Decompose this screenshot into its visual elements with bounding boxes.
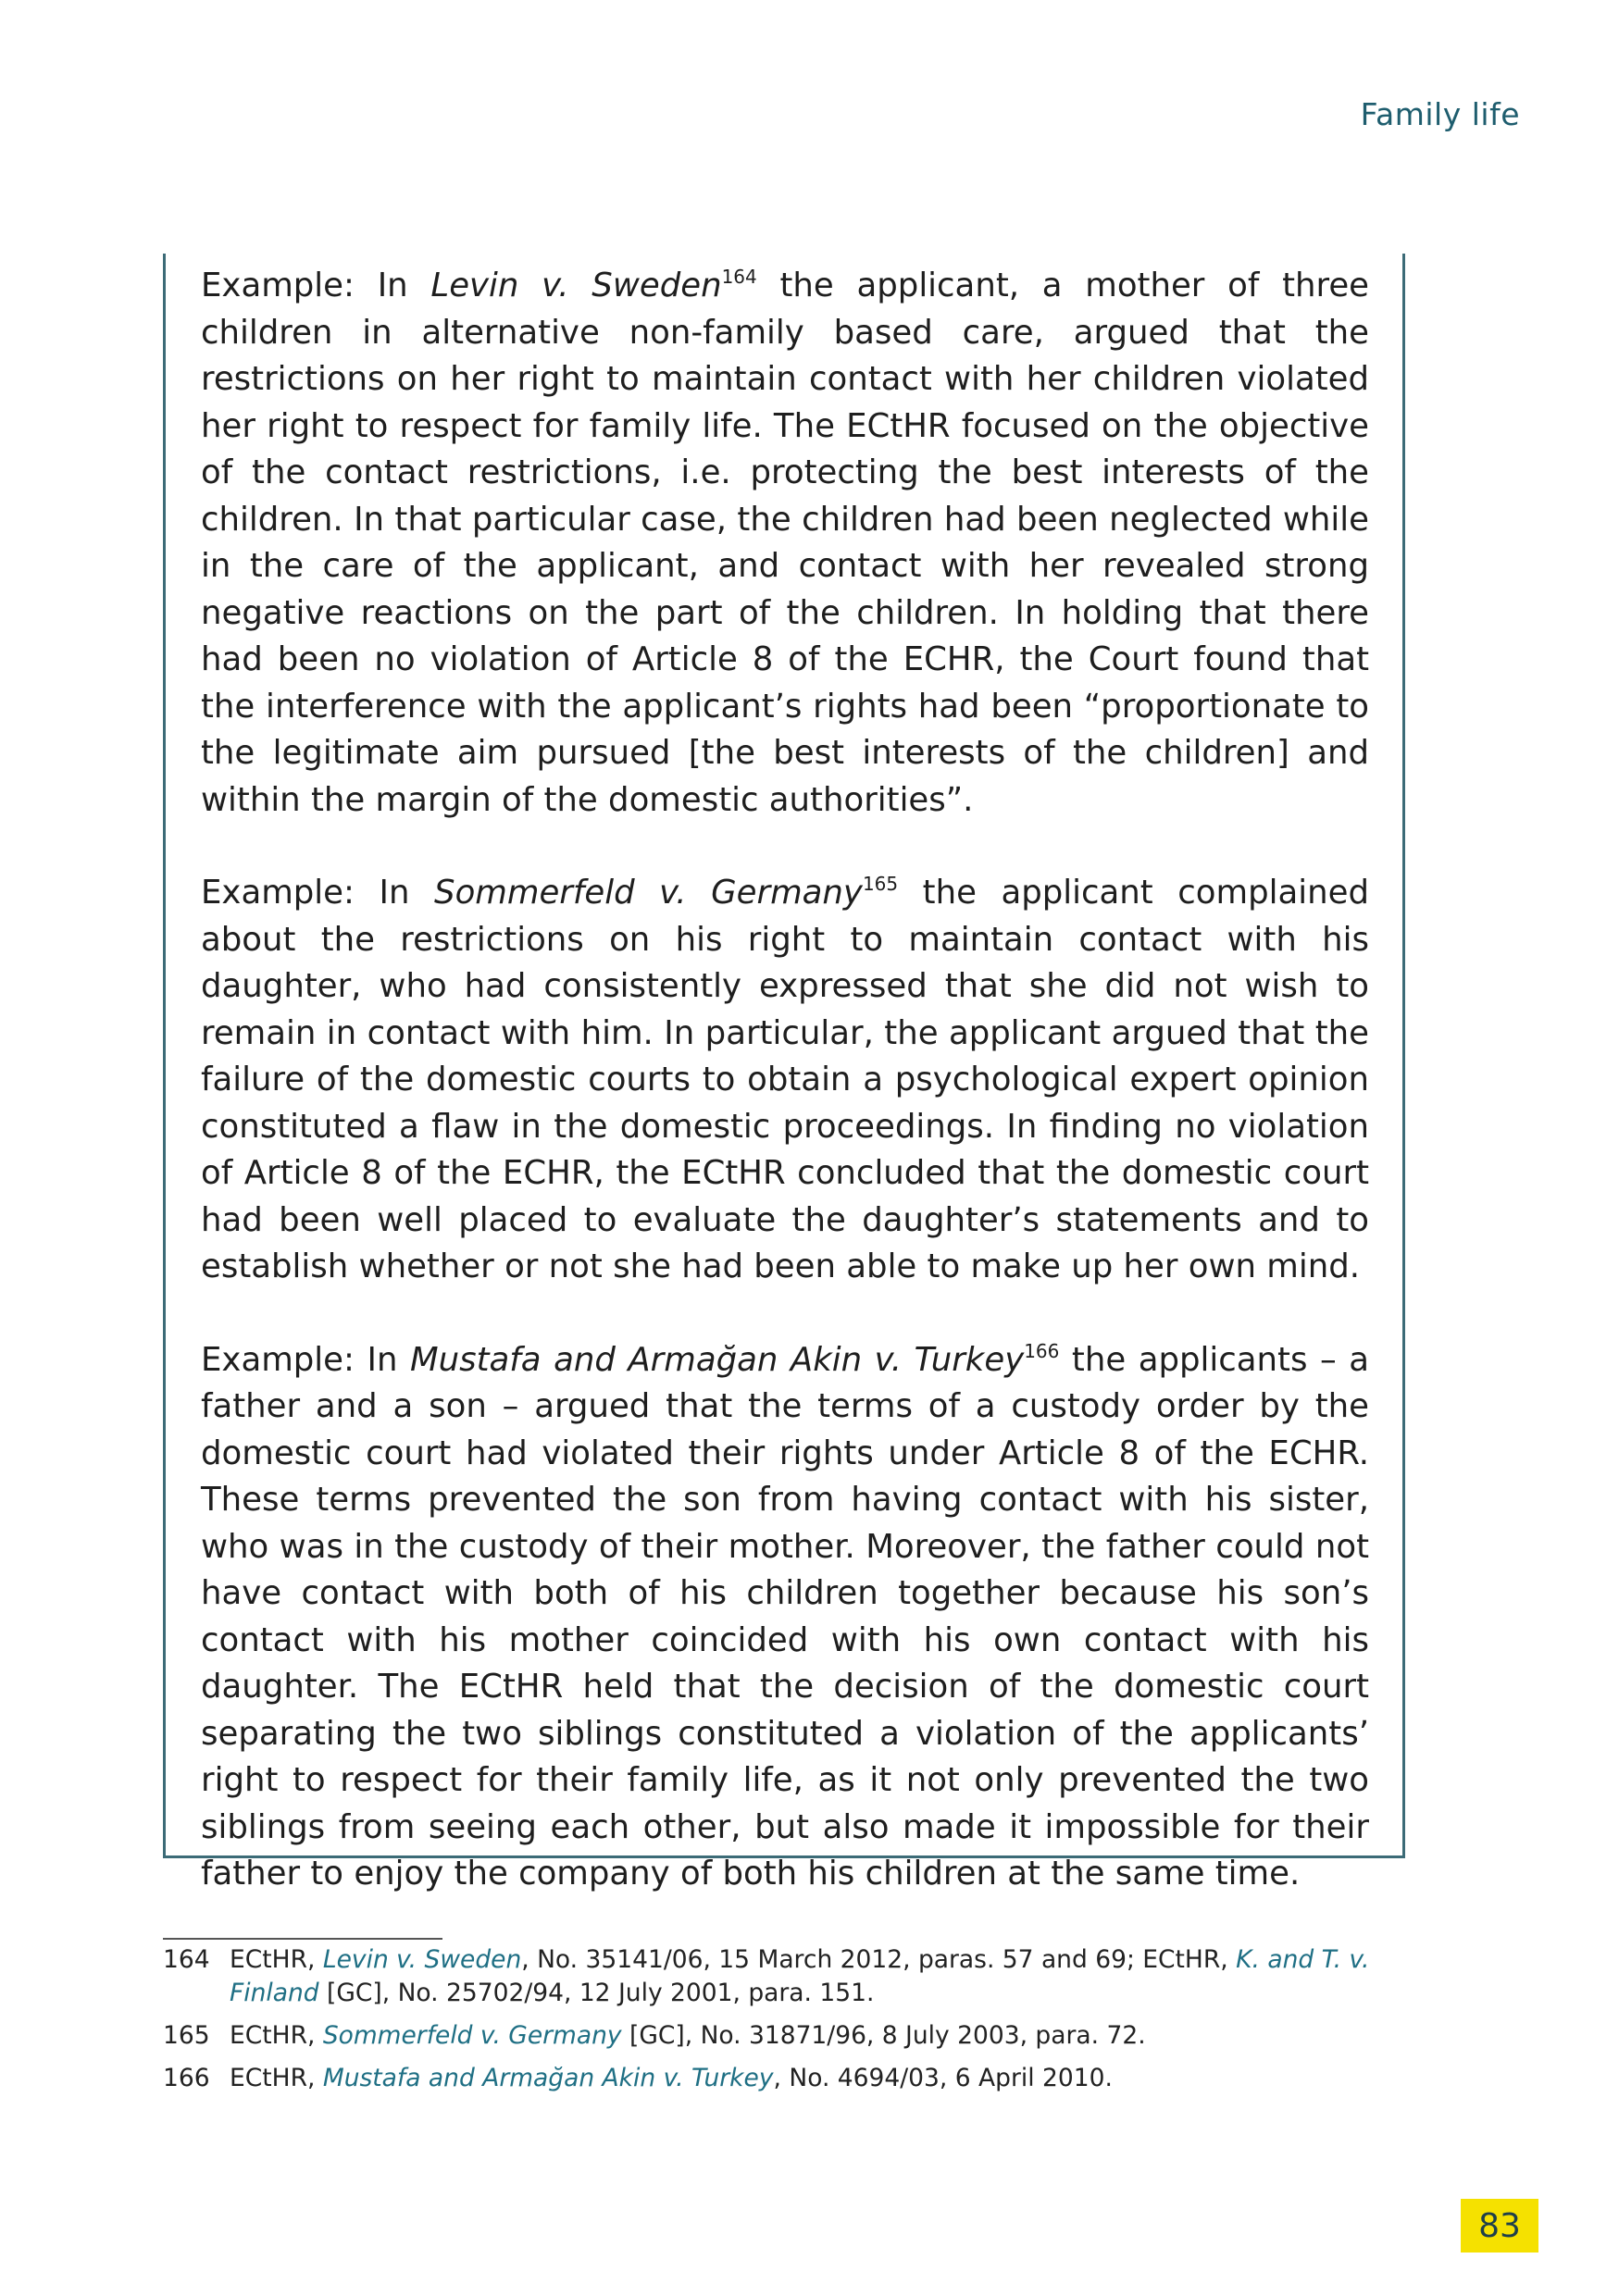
footnote-separator [163, 1938, 442, 1940]
footnote-ref[interactable]: 165 [862, 873, 899, 895]
footnote-court: ECtHR, [230, 1945, 323, 1974]
case-name: Sommerfeld v. Germany [434, 874, 863, 912]
footnote-text [230, 2019, 1394, 2053]
case-name: Levin v. Sweden [430, 267, 722, 304]
footnote-details: , No. 35141/06, 15 March 2012, paras. 57 and 69; ECtHR, [521, 1945, 1237, 1974]
example-sommerfeld [201, 870, 1369, 1291]
footnote-number: 166 [163, 2064, 210, 2092]
footnote-number: 165 [163, 2021, 210, 2050]
example-prefix: Example: In [201, 874, 435, 912]
footnote-165 [163, 2019, 1394, 2053]
example-mustafa-akin [201, 1337, 1369, 1898]
example-levin [201, 263, 1369, 824]
footnote-text [230, 1943, 1394, 2010]
footnote-ref[interactable]: 164 [721, 266, 757, 288]
case-link-levin[interactable]: Levin v. Sweden [322, 1945, 522, 1974]
footnote-ref[interactable]: 166 [1024, 1339, 1060, 1362]
example-body: the applicants – a father and a son – argued that the terms of a custody order by the domestic court had violated their rights under Article 8 of the ECHR. These terms prevented the son from having contact with his sister, who was in the custody of their mother. Moreover, the father could not have contact with both of his children together because his son’s contact with his mother coincided with his own contact with his daughter. The ECtHR held that the decision of the domestic court separating the two siblings constituted a violation of the applicants’ right to respect for their family life, as it not only prevented the two siblings from seeing each other, but also made it impossible for their father to enjoy the company of both his children at the same time. [201, 1340, 1369, 1893]
footnote-details: [GC], No. 25702/94, 12 July 2001, para. 151. [318, 1979, 875, 2007]
footnote-166 [163, 2062, 1394, 2095]
footnote-details: [GC], No. 31871/96, 8 July 2003, para. 72. [621, 2021, 1146, 2050]
examples-box [163, 254, 1405, 1893]
case-link-sommerfeld[interactable]: Sommerfeld v. Germany [322, 2021, 622, 2050]
example-prefix: Example: In [201, 267, 431, 304]
example-body: the applicant, a mother of three children in alternative non-family based care, argued that the restrictions on her right to maintain contact with her children violated her right to respect for family life. The ECtHR focused on the objective of the contact restrictions, i.e. protecting the best interests of the children. In that particular case, the children had been neglected while in the care of the applicant, and contact with her revealed strong negative reactions on the part of the children. In holding that there had been no violation of Article 8 of the ECHR, the Court found that the interference with the applicant’s rights had been “proportionate to the legitimate aim pursued [the best interests of the children] and within the margin of the domestic authorities”. [201, 267, 1369, 819]
footnote-court: ECtHR, [230, 2021, 323, 2050]
footnote-number: 164 [163, 1945, 210, 1974]
example-prefix: Example: In [201, 1340, 410, 1379]
case-link-mustafa-akin[interactable]: Mustafa and Armağan Akin v. Turkey [322, 2064, 774, 2092]
footnote-details: , No. 4694/03, 6 April 2010. [773, 2064, 1113, 2092]
footnote-court: ECtHR, [230, 2064, 323, 2092]
footnotes [163, 1943, 1394, 2104]
footnote-text [230, 2062, 1394, 2095]
footnote-164 [163, 1943, 1394, 2010]
page-number: 83 [1461, 2199, 1538, 2253]
running-header: Family life [1360, 96, 1520, 132]
case-link-k-and-t[interactable]: K. and T. v. Finland [230, 1945, 1370, 2007]
example-body: the applicant complained about the restrictions on his right to maintain contact with his daughter, who had consistently expressed that she did not wish to remain in contact with him. In particular, the applicant argued that the failure of the domestic courts to obtain a psychological expert opinion constituted a flaw in the domestic proceedings. In finding no violation of Article 8 of the ECHR, the ECtHR concluded that the domestic court had been well placed to evaluate the daughter’s statements and to establish whether or not she had been able to make up her own mind. [201, 874, 1369, 1285]
case-name: Mustafa and Armağan Akin v. Turkey [410, 1340, 1025, 1379]
